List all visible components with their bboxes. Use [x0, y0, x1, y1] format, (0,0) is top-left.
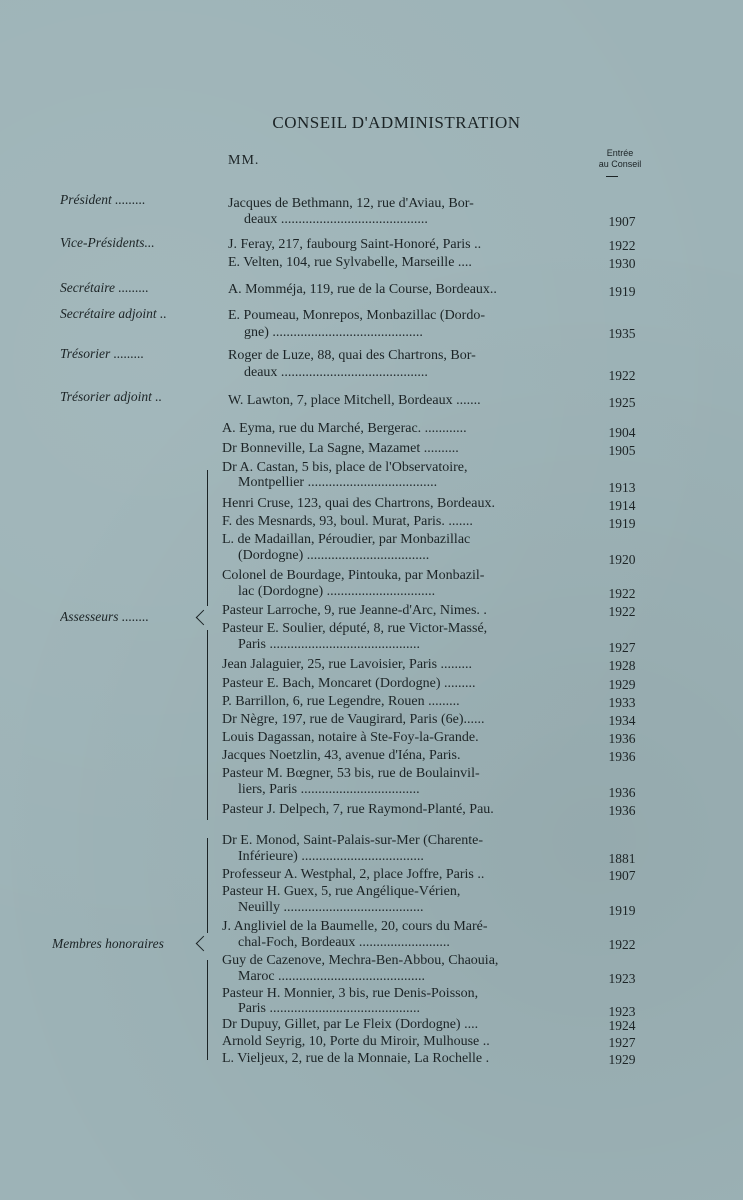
role-secretaire: Secrétaire ......... — [60, 280, 149, 295]
entry-line: Colonel de Bourdage, Pintouka, par Monbazil- — [222, 568, 485, 583]
entry-year: 1922 — [608, 937, 636, 952]
entry-year: 1936 — [608, 749, 636, 764]
entry-line: Pasteur E. Soulier, député, 8, rue Victor-Massé, — [222, 621, 488, 636]
entree-header-line2: au Conseil — [598, 159, 642, 169]
entry-line-cont: (Dordogne) ................................... — [238, 548, 430, 563]
role-tresorier: Trésorier ......... — [60, 346, 145, 361]
entry-year: 1907 — [608, 868, 636, 883]
entry-line-cont: Paris ........................................... — [238, 1001, 420, 1016]
entry-line: Dr A. Castan, 5 bis, place de l'Observatoire, — [222, 460, 468, 475]
role-tresorier-adjoint: Trésorier adjoint .. — [60, 389, 163, 404]
entry-year: 1920 — [608, 552, 636, 567]
entry-line: E. Poumeau, Monrepos, Monbazillac (Dordo- — [228, 308, 485, 323]
entry-line: Roger de Luze, 88, quai des Chartrons, Bor- — [228, 348, 476, 363]
entry-line-cont: Inférieure) ................................... — [238, 849, 424, 864]
entry-line: Arnold Seyrig, 10, Porte du Miroir, Mulhouse .. — [222, 1034, 490, 1049]
entry-year: 1933 — [608, 695, 636, 710]
entry-year: 1905 — [608, 443, 636, 458]
entry-line: A. Momméja, 119, rue de la Course, Bordeaux.. — [228, 282, 497, 297]
entry-year: 1919 — [608, 903, 636, 918]
entry-year: 1922 — [608, 604, 636, 619]
entry-line-cont: lac (Dordogne) ............................... — [238, 584, 436, 599]
entry-line: Dr E. Monod, Saint-Palais-sur-Mer (Charente- — [222, 833, 483, 848]
entry-line-cont: Montpellier ..................................... — [238, 475, 438, 490]
entry-year: 1925 — [608, 395, 636, 410]
entry-line: Dr Bonneville, La Sagne, Mazamet .......... — [222, 441, 459, 456]
entry-line-cont: deaux .......................................... — [244, 365, 428, 380]
entry-line: Guy de Cazenove, Mechra-Ben-Abbou, Chaouia, — [222, 953, 499, 968]
entry-line-cont: Paris ........................................... — [238, 637, 420, 652]
entry-year: 1922 — [608, 238, 636, 253]
role-secretaire-adjoint: Secrétaire adjoint .. — [60, 306, 167, 321]
entry-year: 1923 — [608, 1004, 636, 1019]
entry-line: Pasteur H. Monnier, 3 bis, rue Denis-Poisson, — [222, 986, 479, 1001]
entry-line-cont: deaux .......................................... — [244, 212, 428, 227]
entry-line: J. Feray, 217, faubourg Saint-Honoré, Paris .. — [228, 237, 482, 252]
entry-year: 1936 — [608, 785, 636, 800]
entry-year: 1904 — [608, 425, 636, 440]
entry-year: 1881 — [608, 851, 636, 866]
entry-year: 1922 — [608, 368, 636, 383]
entry-year: 1935 — [608, 326, 636, 341]
entry-line: Jacques Noetzlin, 43, avenue d'Iéna, Paris. — [222, 748, 461, 763]
role-president: Président ......... — [60, 192, 146, 207]
entry-line: Louis Dagassan, notaire à Ste-Foy-la-Grande. — [222, 730, 479, 745]
entry-line: W. Lawton, 7, place Mitchell, Bordeaux ....... — [228, 393, 481, 408]
entry-year: 1930 — [608, 256, 636, 271]
honoraires-brace-lower — [207, 960, 208, 1060]
entry-year: 1907 — [608, 214, 636, 229]
assesseurs-brace-upper — [207, 470, 208, 606]
entry-year: 1913 — [608, 480, 636, 495]
page-title: CONSEIL D'ADMINISTRATION — [272, 113, 521, 132]
entry-year: 1929 — [608, 1052, 636, 1067]
entry-line: E. Velten, 104, rue Sylvabelle, Marseille .... — [228, 255, 472, 270]
entry-line: Professeur A. Westphal, 2, place Joffre, Paris .. — [222, 867, 485, 882]
entry-year: 1934 — [608, 713, 636, 728]
entry-line: Dr Nègre, 197, rue de Vaugirard, Paris (6e)...... — [222, 712, 485, 727]
entry-line-cont: liers, Paris .................................. — [238, 782, 420, 797]
entry-line: F. des Mesnards, 93, boul. Murat, Paris. ....... — [222, 514, 473, 529]
assesseurs-brace-lower — [207, 630, 208, 820]
entry-line: L. Vieljeux, 2, rue de la Monnaie, La Rochelle . — [222, 1051, 490, 1066]
entry-line: Pasteur E. Bach, Moncaret (Dordogne) ......... — [222, 676, 476, 691]
entry-year: 1936 — [608, 731, 636, 746]
entry-year: 1927 — [608, 1035, 636, 1050]
entree-rule — [606, 176, 618, 177]
entry-line-cont: Maroc .......................................... — [238, 969, 426, 984]
entry-line: Pasteur Larroche, 9, rue Jeanne-d'Arc, Nimes. . — [222, 603, 487, 618]
entry-line: Henri Cruse, 123, quai des Chartrons, Bordeaux. — [222, 496, 495, 511]
entry-line: Pasteur J. Delpech, 7, rue Raymond-Planté, Pau. — [222, 802, 494, 817]
entry-line-cont: gne) ........................................... — [244, 325, 423, 340]
entry-line: Jean Jalaguier, 25, rue Lavoisier, Paris ......... — [222, 657, 473, 672]
entry-line: P. Barrillon, 6, rue Legendre, Rouen ......... — [222, 694, 460, 709]
entry-line: L. de Madaillan, Péroudier, par Monbazillac — [222, 532, 471, 547]
entry-year: 1922 — [608, 586, 636, 601]
entry-line-cont: Neuilly ........................................ — [238, 900, 424, 915]
entry-year: 1914 — [608, 498, 636, 513]
role-membres-honoraires: Membres honoraires — [52, 936, 164, 951]
entry-line: Dr Dupuy, Gillet, par Le Fleix (Dordogne) .... — [222, 1017, 479, 1032]
honoraires-brace-upper — [207, 838, 208, 933]
entry-year: 1927 — [608, 640, 636, 655]
entry-year: 1923 — [608, 971, 636, 986]
entry-year: 1929 — [608, 677, 636, 692]
entry-line: A. Eyma, rue du Marché, Bergerac. ............ — [222, 421, 467, 436]
entree-header — [588, 148, 652, 170]
entry-year: 1928 — [608, 658, 636, 673]
entree-header-line1: Entrée — [606, 148, 634, 158]
entry-year: 1936 — [608, 803, 636, 818]
entry-year: 1919 — [608, 284, 636, 299]
mm-label: MM. — [228, 153, 260, 168]
role-assesseurs: Assesseurs ........ — [60, 609, 149, 624]
entry-year: 1919 — [608, 516, 636, 531]
role-vice-presidents: Vice-Présidents... — [60, 235, 155, 250]
entry-line: Pasteur M. Bœgner, 53 bis, rue de Boulainvil- — [222, 766, 480, 781]
entry-line: J. Angliviel de la Baumelle, 20, cours du Maré- — [222, 919, 488, 934]
entry-year: 1924 — [608, 1018, 636, 1033]
entry-line-cont: chal-Foch, Bordeaux .......................... — [238, 935, 450, 950]
entry-line: Pasteur H. Guex, 5, rue Angélique-Vérien, — [222, 884, 461, 899]
entry-line: Jacques de Bethmann, 12, rue d'Aviau, Bor- — [228, 196, 474, 211]
